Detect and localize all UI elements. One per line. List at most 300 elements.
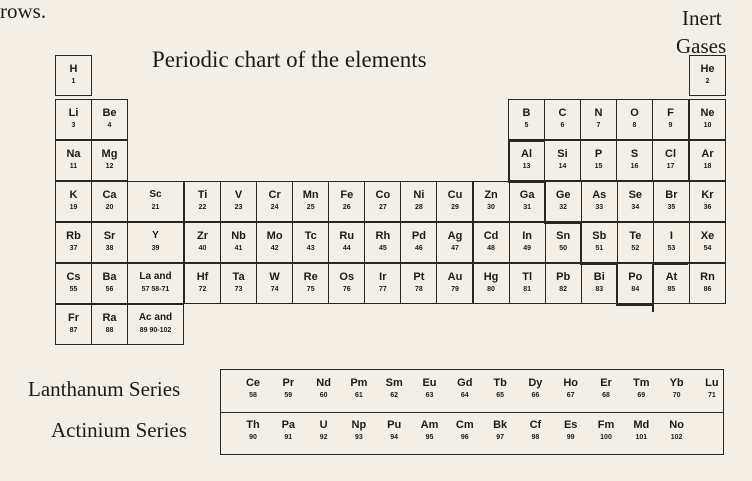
element-symbol: Hg (483, 271, 499, 283)
element-cell-bi (581, 263, 618, 304)
atomic-number: 55 (69, 286, 78, 293)
element-symbol: Fr (68, 312, 79, 324)
series-element-th (235, 419, 271, 442)
element-symbol: Yb (669, 377, 684, 389)
chart-title: Periodic chart of the elements (152, 47, 427, 72)
element-symbol: Po (628, 271, 643, 283)
element-symbol: Pt (413, 271, 425, 283)
element-symbol: I (669, 230, 673, 242)
metal-nonmetal-boundary (580, 222, 582, 263)
atomic-number: 85 (667, 286, 676, 293)
atomic-number: 50 (559, 245, 568, 252)
atomic-number: 20 (105, 204, 114, 211)
atomic-number: 25 (306, 204, 315, 211)
series-divider (221, 412, 723, 413)
atomic-number: 99 (566, 434, 575, 441)
element-symbol: Cs (66, 271, 81, 283)
atomic-number: 79 (451, 286, 459, 293)
atomic-number: 97 (496, 434, 504, 441)
element-cell-s (616, 140, 653, 181)
element-symbol: Be (102, 107, 117, 119)
element-cell-w (256, 263, 293, 304)
atomic-number: 80 (487, 286, 495, 293)
element-symbol: Ac and (138, 312, 173, 323)
atomic-number: 4 (107, 122, 112, 129)
element-symbol: Cr (268, 189, 281, 201)
element-symbol: Os (339, 271, 355, 283)
atomic-number: 34 (631, 204, 640, 211)
element-symbol: Th (246, 419, 260, 431)
element-symbol: Al (521, 148, 532, 160)
atomic-number: 77 (378, 286, 387, 293)
element-symbol: Au (447, 271, 463, 283)
element-symbol: Y (152, 230, 159, 241)
element-symbol: C (558, 107, 567, 119)
element-symbol: Ni (413, 189, 425, 201)
series-element-dy (517, 377, 553, 400)
atomic-number: 10 (703, 122, 712, 129)
atomic-number: 46 (415, 245, 423, 252)
atomic-number: 70 (672, 392, 681, 399)
element-cell-ac (127, 304, 184, 345)
element-symbol: Pb (556, 271, 571, 283)
element-symbol: Ge (555, 189, 571, 201)
element-cell-ir (364, 263, 401, 304)
element-symbol: Ag (447, 230, 463, 242)
atomic-number: 56 (105, 286, 114, 293)
atomic-number: 29 (451, 204, 459, 211)
series-element-pu (376, 419, 412, 442)
element-symbol: Tm (633, 377, 650, 389)
element-cell-li (55, 99, 92, 140)
element-cell-re (292, 263, 329, 304)
element-symbol: Es (563, 419, 578, 431)
element-cell-kr (689, 181, 726, 222)
series-element-md (623, 419, 659, 442)
element-symbol: Hf (196, 271, 209, 283)
atomic-number: 102 (670, 434, 683, 441)
element-symbol: Si (557, 148, 568, 160)
element-symbol: Ho (563, 377, 579, 389)
series-element-tb (482, 377, 518, 400)
series-element-u (306, 419, 342, 442)
element-cell-po (617, 263, 654, 304)
metal-nonmetal-boundary (652, 263, 688, 265)
element-cell-sr (91, 222, 128, 263)
element-symbol: Rh (375, 230, 391, 242)
series-element-am (412, 419, 448, 442)
series-element-no (659, 419, 695, 442)
element-cell-pb (545, 263, 582, 304)
atomic-number: 38 (105, 245, 114, 252)
element-symbol: Cf (529, 419, 542, 431)
series-element-cf (517, 419, 553, 442)
atomic-number: 1 (71, 78, 76, 85)
atomic-number: 82 (559, 286, 568, 293)
atomic-number: 23 (234, 204, 243, 211)
element-cell-sb (581, 222, 618, 263)
element-symbol: Am (420, 419, 439, 431)
element-symbol: Te (629, 230, 642, 242)
element-cell-cr (256, 181, 293, 222)
element-cell-tc (292, 222, 329, 263)
atomic-number: 17 (666, 163, 675, 170)
element-cell-au (436, 263, 473, 304)
element-cell-al (508, 140, 545, 181)
element-symbol: B (522, 107, 531, 119)
series-element-np (341, 419, 377, 442)
atomic-number: 98 (531, 434, 540, 441)
element-symbol: Bk (493, 419, 508, 431)
element-cell-h (55, 55, 92, 96)
atomic-number: 16 (630, 163, 639, 170)
atomic-number: 58 (249, 392, 257, 399)
element-cell-os (328, 263, 365, 304)
atomic-number: 76 (342, 286, 351, 293)
element-symbol: Li (68, 107, 79, 119)
atomic-number: 66 (531, 392, 540, 399)
element-cell-i (653, 222, 690, 263)
element-symbol: At (665, 271, 678, 283)
element-cell-sn (545, 222, 582, 263)
element-symbol: Ga (519, 189, 535, 201)
atomic-number: 61 (354, 392, 363, 399)
element-symbol: Xe (700, 230, 715, 242)
series-element-er (588, 377, 624, 400)
atomic-number: 64 (460, 392, 469, 399)
atomic-number: 26 (342, 204, 351, 211)
element-cell-zr (184, 222, 221, 263)
element-symbol: Rb (66, 230, 81, 242)
series-element-pa (270, 419, 306, 442)
element-symbol: Pu (387, 419, 402, 431)
atomic-number: 92 (319, 434, 328, 441)
element-symbol: Dy (528, 377, 543, 389)
atomic-number: 11 (69, 163, 78, 170)
element-symbol: Cd (483, 230, 499, 242)
element-symbol: Br (665, 189, 678, 201)
element-symbol: Bi (593, 271, 605, 283)
atomic-number: 52 (631, 245, 640, 252)
atomic-number: 41 (234, 245, 243, 252)
element-cell-fr (55, 304, 92, 345)
element-cell-c (544, 99, 581, 140)
atomic-number: 24 (270, 204, 279, 211)
atomic-number: 67 (566, 392, 575, 399)
metal-nonmetal-boundary (616, 263, 618, 304)
element-symbol: P (594, 148, 603, 160)
series-element-pr (270, 377, 306, 400)
atomic-number: 53 (667, 245, 676, 252)
element-symbol: In (522, 230, 533, 242)
element-cell-na (55, 140, 92, 181)
atomic-number: 22 (198, 204, 207, 211)
element-symbol: Eu (422, 377, 437, 389)
atomic-number: 31 (523, 204, 532, 211)
element-cell-mn (292, 181, 329, 222)
element-symbol: U (319, 419, 328, 431)
atomic-number: 71 (707, 392, 716, 399)
element-cell-hg (473, 263, 510, 304)
element-symbol: N (594, 107, 603, 119)
atomic-number: 21 (151, 204, 160, 211)
element-cell-k (55, 181, 92, 222)
metal-nonmetal-boundary (616, 304, 654, 306)
atomic-number: 49 (523, 245, 532, 252)
element-cell-at (653, 263, 690, 304)
atomic-number: 95 (425, 434, 434, 441)
element-cell-tl (509, 263, 546, 304)
series-element-lu (694, 377, 730, 400)
element-symbol: Cl (665, 148, 676, 160)
element-cell-ta (220, 263, 257, 304)
element-cell-mo (256, 222, 293, 263)
element-cell-ra (91, 304, 128, 345)
series-element-tm (623, 377, 659, 400)
atomic-number: 18 (703, 163, 712, 170)
element-cell-rb (55, 222, 92, 263)
element-symbol: Pm (350, 377, 368, 389)
element-symbol: Ra (102, 312, 117, 324)
element-cell-b (508, 99, 545, 140)
element-cell-se (617, 181, 654, 222)
element-symbol: Ir (379, 271, 387, 283)
element-symbol: Tl (522, 271, 533, 283)
element-cell-v (220, 181, 257, 222)
page-text-fragment: rows. (0, 0, 47, 23)
element-cell-ga (509, 181, 546, 222)
atomic-number: 51 (595, 245, 604, 252)
atomic-number: 27 (378, 204, 387, 211)
element-cell-y (127, 222, 184, 263)
element-cell-ti (184, 181, 221, 222)
element-symbol: F (667, 107, 674, 119)
element-symbol: Mg (101, 148, 118, 160)
atomic-number: 73 (234, 286, 243, 293)
element-symbol: Na (66, 148, 81, 160)
element-symbol: Gd (457, 377, 473, 389)
metal-nonmetal-boundary (580, 263, 616, 265)
inert-gases-label-line1: Inert (682, 6, 722, 30)
element-cell-pt (400, 263, 437, 304)
atomic-number: 48 (487, 245, 495, 252)
element-symbol: Sr (103, 230, 116, 242)
element-symbol: Np (351, 419, 367, 431)
element-symbol: Nb (231, 230, 246, 242)
atomic-number: 40 (198, 245, 207, 252)
atomic-number: 59 (284, 392, 293, 399)
atomic-number: 32 (559, 204, 568, 211)
element-cell-p (580, 140, 617, 181)
element-symbol: Co (375, 189, 391, 201)
atomic-number: 83 (595, 286, 604, 293)
element-cell-la (127, 263, 184, 304)
atomic-number: 72 (198, 286, 207, 293)
atomic-number: 86 (703, 286, 712, 293)
element-cell-as (581, 181, 618, 222)
element-symbol: Ta (232, 271, 245, 283)
element-cell-cl (652, 140, 689, 181)
series-element-gd (447, 377, 483, 400)
element-symbol: Fm (597, 419, 615, 431)
element-symbol: Kr (701, 189, 714, 201)
atomic-number: 101 (635, 434, 648, 441)
element-symbol: Nd (316, 377, 331, 389)
element-symbol: Re (303, 271, 318, 283)
element-symbol: No (669, 419, 684, 431)
series-element-nd (306, 377, 342, 400)
atomic-number: 88 (105, 327, 114, 334)
atomic-number: 5 (524, 122, 529, 129)
element-symbol: W (269, 271, 280, 283)
metal-nonmetal-boundary (544, 181, 546, 222)
element-cell-hf (184, 263, 221, 304)
atomic-number: 65 (496, 392, 504, 399)
atomic-number: 44 (342, 245, 351, 252)
atomic-number: 100 (600, 434, 612, 441)
atomic-number: 96 (460, 434, 469, 441)
element-cell-ru (328, 222, 365, 263)
element-symbol: Zr (197, 230, 208, 242)
atomic-number: 3 (71, 122, 76, 129)
lanthanum-series-label: Lanthanum Series (28, 377, 181, 401)
atomic-number: 75 (306, 286, 315, 293)
atomic-number: 8 (632, 122, 637, 129)
atomic-number: 42 (270, 245, 279, 252)
atomic-number: 37 (69, 245, 78, 252)
element-cell-fe (328, 181, 365, 222)
element-cell-in (509, 222, 546, 263)
atomic-number: 13 (522, 163, 531, 170)
series-element-es (553, 419, 589, 442)
element-symbol: Md (633, 419, 650, 431)
atomic-number: 12 (105, 163, 114, 170)
element-cell-br (653, 181, 690, 222)
metal-nonmetal-boundary (508, 140, 510, 181)
element-symbol: Pa (281, 419, 296, 431)
atomic-number: 2 (705, 78, 710, 85)
series-element-fm (588, 419, 624, 442)
atomic-number: 43 (306, 245, 315, 252)
element-symbol: Tb (493, 377, 507, 389)
element-cell-ar (689, 140, 726, 181)
atomic-number: 7 (596, 122, 601, 129)
element-symbol: K (69, 189, 78, 201)
element-symbol: He (700, 63, 715, 75)
atomic-number: 84 (631, 286, 640, 293)
atomic-number: 78 (415, 286, 423, 293)
element-symbol: Ca (102, 189, 117, 201)
atomic-number: 74 (270, 286, 279, 293)
atomic-number: 30 (487, 204, 495, 211)
actinium-series-label: Actinium Series (51, 418, 187, 442)
series-element-pm (341, 377, 377, 400)
element-cell-o (616, 99, 653, 140)
element-cell-n (580, 99, 617, 140)
atomic-number: 54 (703, 245, 712, 252)
metal-nonmetal-boundary (544, 222, 580, 224)
element-cell-ni (400, 181, 437, 222)
element-symbol: Cu (447, 189, 463, 201)
atomic-number: 19 (69, 204, 78, 211)
element-cell-co (364, 181, 401, 222)
element-cell-pd (400, 222, 437, 263)
atomic-number: 35 (667, 204, 676, 211)
series-element-ce (235, 377, 271, 400)
atomic-number: 87 (69, 327, 78, 334)
series-element-bk (482, 419, 518, 442)
series-element-ho (553, 377, 589, 400)
element-symbol: Ar (701, 148, 714, 160)
element-symbol: S (630, 148, 639, 160)
element-symbol: La and (139, 271, 172, 282)
element-symbol: Mn (302, 189, 319, 201)
element-cell-be (91, 99, 128, 140)
atomic-number: 68 (602, 392, 610, 399)
element-cell-he (689, 55, 726, 96)
metal-nonmetal-boundary (508, 140, 544, 142)
element-symbol: H (69, 63, 78, 75)
element-symbol: Ne (700, 107, 715, 119)
atomic-number: 69 (637, 392, 646, 399)
element-symbol: Sc (149, 189, 162, 200)
rare-earth-series-box (220, 369, 724, 455)
element-cell-rh (364, 222, 401, 263)
metal-nonmetal-boundary (508, 181, 544, 183)
element-cell-ca (91, 181, 128, 222)
element-cell-sc (127, 181, 184, 222)
element-symbol: Ce (245, 377, 261, 389)
element-symbol: Tc (304, 230, 317, 242)
element-symbol: Sb (592, 230, 607, 242)
element-symbol: Sn (556, 230, 571, 242)
element-cell-xe (689, 222, 726, 263)
element-symbol: Sm (385, 377, 403, 389)
element-symbol: Ba (102, 271, 117, 283)
series-element-cm (447, 419, 483, 442)
element-cell-te (617, 222, 654, 263)
inert-gases-label-line2: Gases (676, 34, 727, 58)
element-symbol: O (630, 107, 639, 119)
element-cell-ne (689, 99, 726, 140)
element-symbol: As (592, 189, 607, 201)
series-element-yb (659, 377, 695, 400)
atomic-number: 28 (415, 204, 423, 211)
element-symbol: Er (600, 377, 612, 389)
element-symbol: Ru (339, 230, 355, 242)
element-cell-ag (436, 222, 473, 263)
atomic-number: 94 (390, 434, 399, 441)
atomic-number: 60 (319, 392, 328, 399)
element-symbol: V (234, 189, 243, 201)
atomic-number: 62 (390, 392, 399, 399)
atomic-number: 89 90-102 (139, 327, 172, 334)
element-symbol: Mo (266, 230, 283, 242)
element-symbol: Se (628, 189, 643, 201)
atomic-number: 33 (595, 204, 604, 211)
atomic-number: 63 (425, 392, 434, 399)
element-symbol: Cm (455, 419, 474, 431)
element-symbol: Rn (700, 271, 715, 283)
atomic-number: 14 (558, 163, 567, 170)
atomic-number: 90 (249, 434, 257, 441)
atomic-number: 91 (284, 434, 293, 441)
element-cell-ba (91, 263, 128, 304)
element-cell-si (544, 140, 581, 181)
atomic-number: 9 (668, 122, 673, 129)
element-cell-cd (473, 222, 510, 263)
atomic-number: 6 (560, 122, 565, 129)
